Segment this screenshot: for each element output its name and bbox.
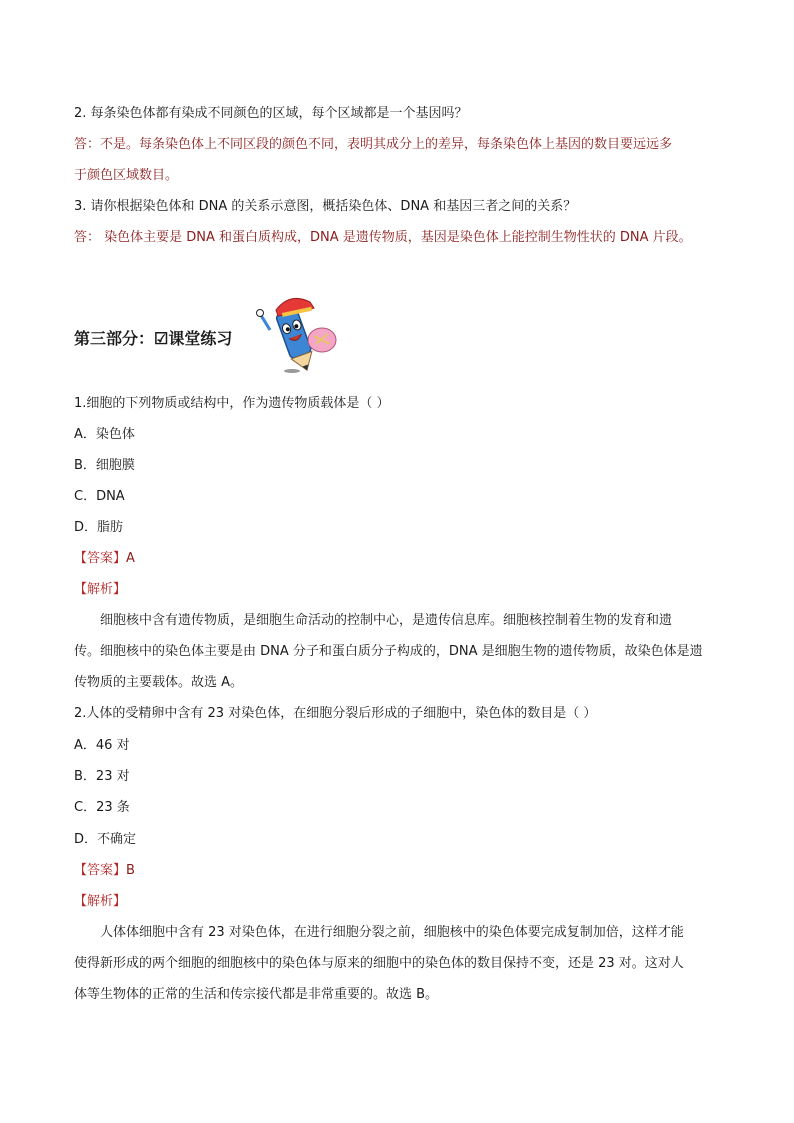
review-answer-2-line-2: 于颜色区域数目。 xyxy=(74,168,179,183)
review-answer-2-line-1: 答：不是。每条染色体上不同区段的颜色不同，表明其成分上的差异，每条染色体上基因的数目要远远多 xyxy=(74,137,673,152)
exercise-2-answer xyxy=(74,863,135,879)
exercise-2-option-c: C．23 条 xyxy=(74,800,130,815)
exercise-2-option-d: D．不确定 xyxy=(74,832,137,847)
exercise-2-analysis-label: 【解析】 xyxy=(74,894,127,909)
pencil-mascot-icon xyxy=(256,292,342,374)
exercise-1-option-c: C．DNA xyxy=(74,489,125,504)
exercise-1-analysis-line-2: 传。细胞核中的染色体主要是由 DNA 分子和蛋白质分子构成的，DNA 是细胞生物的遗传物质，故染色体是遗 xyxy=(74,644,703,659)
review-question-3: 3. 请你根据染色体和 DNA 的关系示意图，概括染色体、DNA 和基因三者之间的关系？ xyxy=(74,199,577,214)
exercise-2-option-a: A．46 对 xyxy=(74,738,130,753)
exercise-2-analysis-line-3: 体等生物体的正常的生活和传宗接代都是非常重要的。故选 B。 xyxy=(74,987,439,1002)
exercise-1-analysis-label: 【解析】 xyxy=(74,582,127,597)
answer-value: B xyxy=(126,863,135,878)
exercise-1-analysis-line-1: 细胞核中含有遗传物质，是细胞生命活动的控制中心，是遗传信息库。细胞核控制着生物的发育和遗 xyxy=(100,613,673,628)
review-question-2: 2. 每条染色体都有染成不同颜色的区域，每个区域都是一个基因吗？ xyxy=(74,106,468,121)
exercise-1-option-a: A．染色体 xyxy=(74,427,135,442)
review-answer-3: 答： 染色体主要是 DNA 和蛋白质构成，DNA 是遗传物质，基因是染色体上能控制生物性状的 DNA 片段。 xyxy=(74,230,692,245)
exercise-2-analysis-line-2: 使得新形成的两个细胞的细胞核中的染色体与原来的细胞中的染色体的数目保持不变，还是 23 对。这对人 xyxy=(74,956,684,971)
section-title: 第三部分：☑课堂练习 xyxy=(74,329,233,348)
exercise-2-question: 2.人体的受精卵中含有 23 对染色体，在细胞分裂后形成的子细胞中，染色体的数目是（ ） xyxy=(74,706,597,721)
exercise-1-option-b: B．细胞膜 xyxy=(74,458,135,473)
answer-value: A xyxy=(126,551,135,566)
exercise-1-question: 1.细胞的下列物质或结构中，作为遗传物质载体是（ ） xyxy=(74,396,390,411)
answer-label: 【答案】 xyxy=(74,551,127,566)
exercise-2-option-b: B．23 对 xyxy=(74,769,130,784)
exercise-1-answer xyxy=(74,551,135,567)
answer-label: 【答案】 xyxy=(74,863,127,878)
exercise-2-analysis-line-1: 人体体细胞中含有 23 对染色体，在进行细胞分裂之前，细胞核中的染色体要完成复制加倍，这样才能 xyxy=(100,925,684,940)
exercise-1-analysis-line-3: 传物质的主要载体。故选 A。 xyxy=(74,675,244,690)
exercise-1-option-d: D．脂肪 xyxy=(74,520,124,535)
